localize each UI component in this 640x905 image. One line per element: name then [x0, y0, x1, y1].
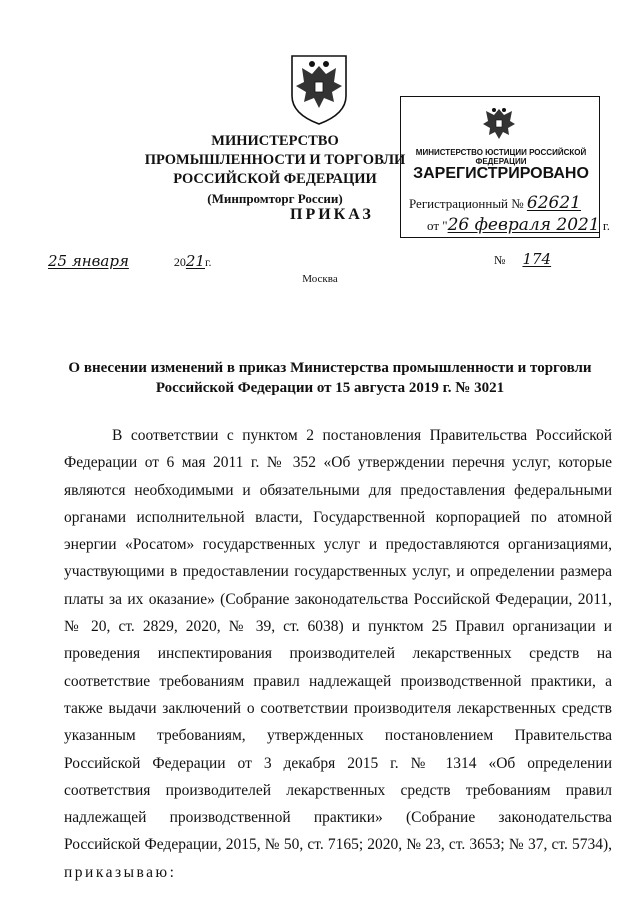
ministry-short-name: (Минпромторг России) — [207, 191, 343, 206]
stamp-status: ЗАРЕГИСТРИРОВАНО — [413, 165, 589, 182]
stamp-registration-label: Регистрационный № — [409, 196, 524, 211]
order-number-handwritten: 174 — [522, 250, 552, 268]
preamble-text: В соответствии с пунктом 2 постановления Правительства Российской Федерации от 6 мая 2011 г. № 352 «Об утверждении перечня услуг, которые являются необходимыми и обязательными для предоставления федеральными органами исполнительной власти, Государственной корпорацией по атомной энергии «Росатом» государственных услуг и предоставляются организациями, участвующими в предоставлении государственных услуг, и определении размера платы за их оказание» (Собрание законодательства Российской Федерации, 2011, № 20, ст. 2829, 2020, № 39, ст. 6038) и пунктом 25 Правил организации и проведения инспектирования производителей лекарственных средств на соответствие требованиям правил надлежащей производственной практики, а также выдачи заключений о соответствии производителя лекарственных средств указанным требованиям, утвержденных постановлением Правительства Российской Федерации от 3 декабря 2015 г. № 1314 «Об определении соответствия производителей лекарственных средств требованиям правил надлежащей производственной практики» (Собрание законодательства Российской Федерации, 2015, № 50, ст. 7165; 2020, № 23, ст. 3653; № 37, ст. 5734), — [64, 427, 612, 854]
ministry-name-line2: РОССИЙСКОЙ ФЕДЕРАЦИИ — [173, 171, 377, 187]
coat-of-arms-icon — [286, 52, 352, 126]
order-number-label: № — [494, 253, 506, 267]
preamble-paragraph — [64, 422, 612, 886]
order-heading-line1: О внесении изменений в приказ Министерства промышленности и торговли — [68, 360, 592, 376]
city: Москва — [302, 273, 338, 285]
stamp-date-suffix: г. — [602, 218, 611, 233]
order-year-suffix: г. — [204, 255, 212, 269]
stamp-registration-number-line — [409, 193, 581, 213]
command-word: приказываю: — [64, 863, 177, 881]
order-heading — [60, 358, 600, 398]
order-year-prefix: 20 — [173, 255, 186, 269]
registration-stamp — [400, 96, 611, 238]
ministry-name-line1: МИНИСТЕРСТВО ПРОМЫШЛЕННОСТИ И ТОРГОВЛИ — [144, 133, 406, 168]
order-date — [48, 252, 212, 270]
order-heading-line2: Российской Федерации от 15 августа 2019 г. № 3021 — [155, 380, 505, 396]
document-type-title: ПРИКАЗ — [290, 206, 374, 223]
stamp-date-value: 26 февраля 2021 — [447, 215, 600, 235]
ministry-name-block — [130, 132, 420, 208]
stamp-date-line — [427, 215, 610, 235]
order-number — [494, 250, 551, 268]
order-date-handwritten: 25 января — [48, 252, 129, 270]
stamp-date-prefix: от " — [427, 218, 448, 233]
stamp-registration-number: 62621 — [526, 193, 582, 213]
stamp-coat-of-arms-icon — [479, 105, 519, 145]
order-year-handwritten: 21 — [185, 252, 205, 270]
stamp-ministry-name: МИНИСТЕРСТВО ЮСТИЦИИ РОССИЙСКОЙ ФЕДЕРАЦИИ — [415, 148, 587, 166]
